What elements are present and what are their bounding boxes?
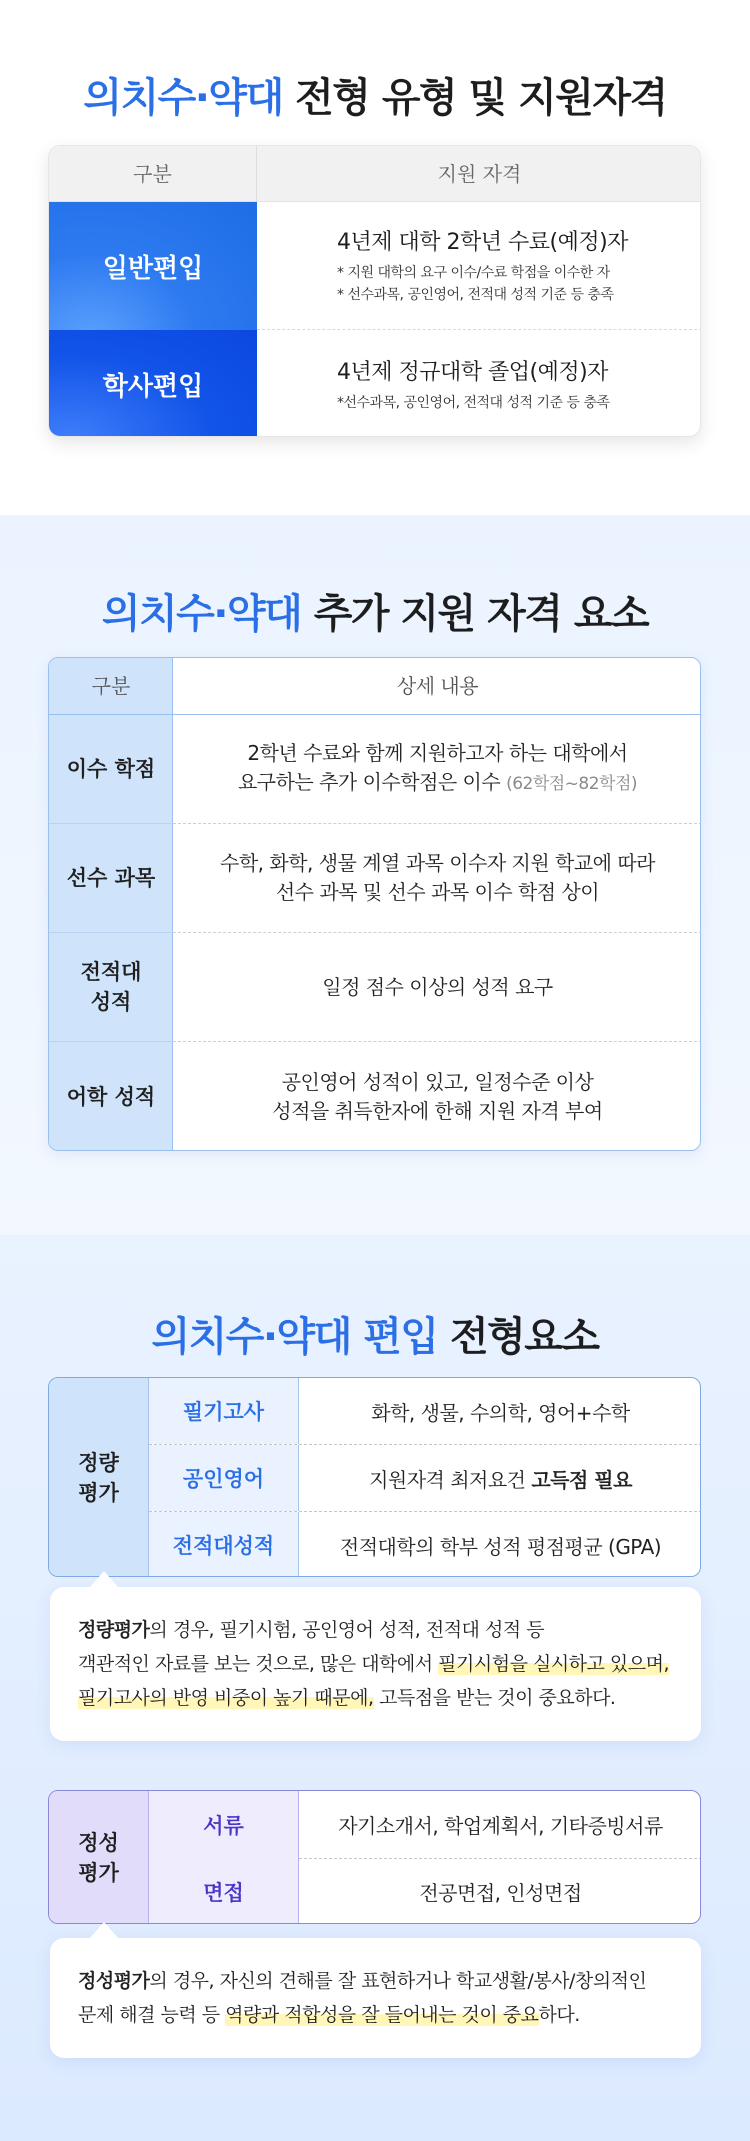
- value-interview: 전공면접, 인성면접: [419, 1881, 582, 1905]
- sub-english: 공인영어: [149, 1445, 299, 1511]
- table-row: 어학 성적 공인영어 성적이 있고, 일정수준 이상 성적을 취득한자에 한해 지원 자격 부여: [66, 1070, 603, 1123]
- section-additional-requirements: [0, 515, 750, 1235]
- sub-interview: 면접: [149, 1858, 299, 1924]
- label-bachelor-transfer: 학사편입: [49, 330, 257, 437]
- section2-title: 의치수·약대 추가 지원 자격 요소: [101, 591, 649, 637]
- requirements-table: [48, 657, 701, 1151]
- quantitative-label: 정량 평가: [49, 1378, 149, 1577]
- application-types-table: [48, 145, 701, 437]
- value-written-exam: 화학, 생물, 수의학, 영어+수학: [371, 1400, 630, 1425]
- sub-written-exam: 필기고사: [149, 1378, 299, 1444]
- table-row: 이수 학점 2학년 수료와 함께 지원하고자 하는 대학에서 요구하는 추가 이수학점은 이수 (62학점~82학점): [66, 741, 638, 794]
- qualitative-table: [48, 1790, 701, 1924]
- sub-documents: 서류: [149, 1791, 299, 1858]
- section-application-types: [0, 0, 750, 515]
- header-category: 구분: [49, 146, 257, 202]
- value-english: 지원자격 최저요건 고득점 필요: [369, 1467, 632, 1492]
- general-transfer-cell: 4년제 대학 2학년 수료(예정)자 * 지원 대학의 요구 이수/수료 학점을 이수한 자 * 선수과목, 공인영어, 전적대 성적 기준 등 충족: [257, 202, 701, 330]
- sub-previous-grades: 전적대성적: [149, 1512, 299, 1577]
- quantitative-table: [48, 1377, 701, 1577]
- table-row: 선수 과목 수학, 화학, 생물 계열 과목 이수자 지원 학교에 따라 선수 과목 및 선수 과목 이수 학점 상이: [66, 851, 655, 904]
- bachelor-transfer-cell: 4년제 정규대학 졸업(예정)자 *선수과목, 공인영어, 전적대 성적 기준 등 충족: [337, 359, 610, 411]
- header-qualification: 지원 자격: [437, 162, 522, 186]
- section3-title: 의치수·약대 편입 전형요소: [151, 1314, 599, 1360]
- section1-title: 의치수·약대 전형 유형 및 지원자격: [83, 75, 667, 121]
- qualitative-note: 정성평가의 경우, 자신의 견해를 잘 표현하거나 학교생활/봉사/창의적인 문제 해결 능력 등 역량과 적합성을 잘 들어내는 것이 중요하다.: [50, 1938, 701, 2058]
- table-header: 구분 상세 내용: [91, 673, 479, 698]
- value-documents: 자기소개서, 학업계획서, 기타증빙서류: [338, 1814, 663, 1838]
- table-header: [49, 146, 701, 202]
- label-general-transfer: 일반편입: [49, 202, 257, 330]
- value-previous-grades: 전적대학의 학부 성적 평점평균 (GPA): [339, 1534, 662, 1559]
- quantitative-note: 정량평가의 경우, 필기시험, 공인영어 성적, 전적대 성적 등 객관적인 자료를 보는 것으로, 많은 대학에서 필기시험을 실시하고 있으며, 필기고사의 반영 비중이 높기 때문에, 고득점을 받는 것이 중요하다.: [50, 1587, 701, 1741]
- section-evaluation-elements: [0, 1235, 750, 2141]
- table-row: 전적대 성적 일정 점수 이상의 성적 요구: [80, 960, 553, 1014]
- qualitative-label: 정성 평가: [49, 1791, 149, 1924]
